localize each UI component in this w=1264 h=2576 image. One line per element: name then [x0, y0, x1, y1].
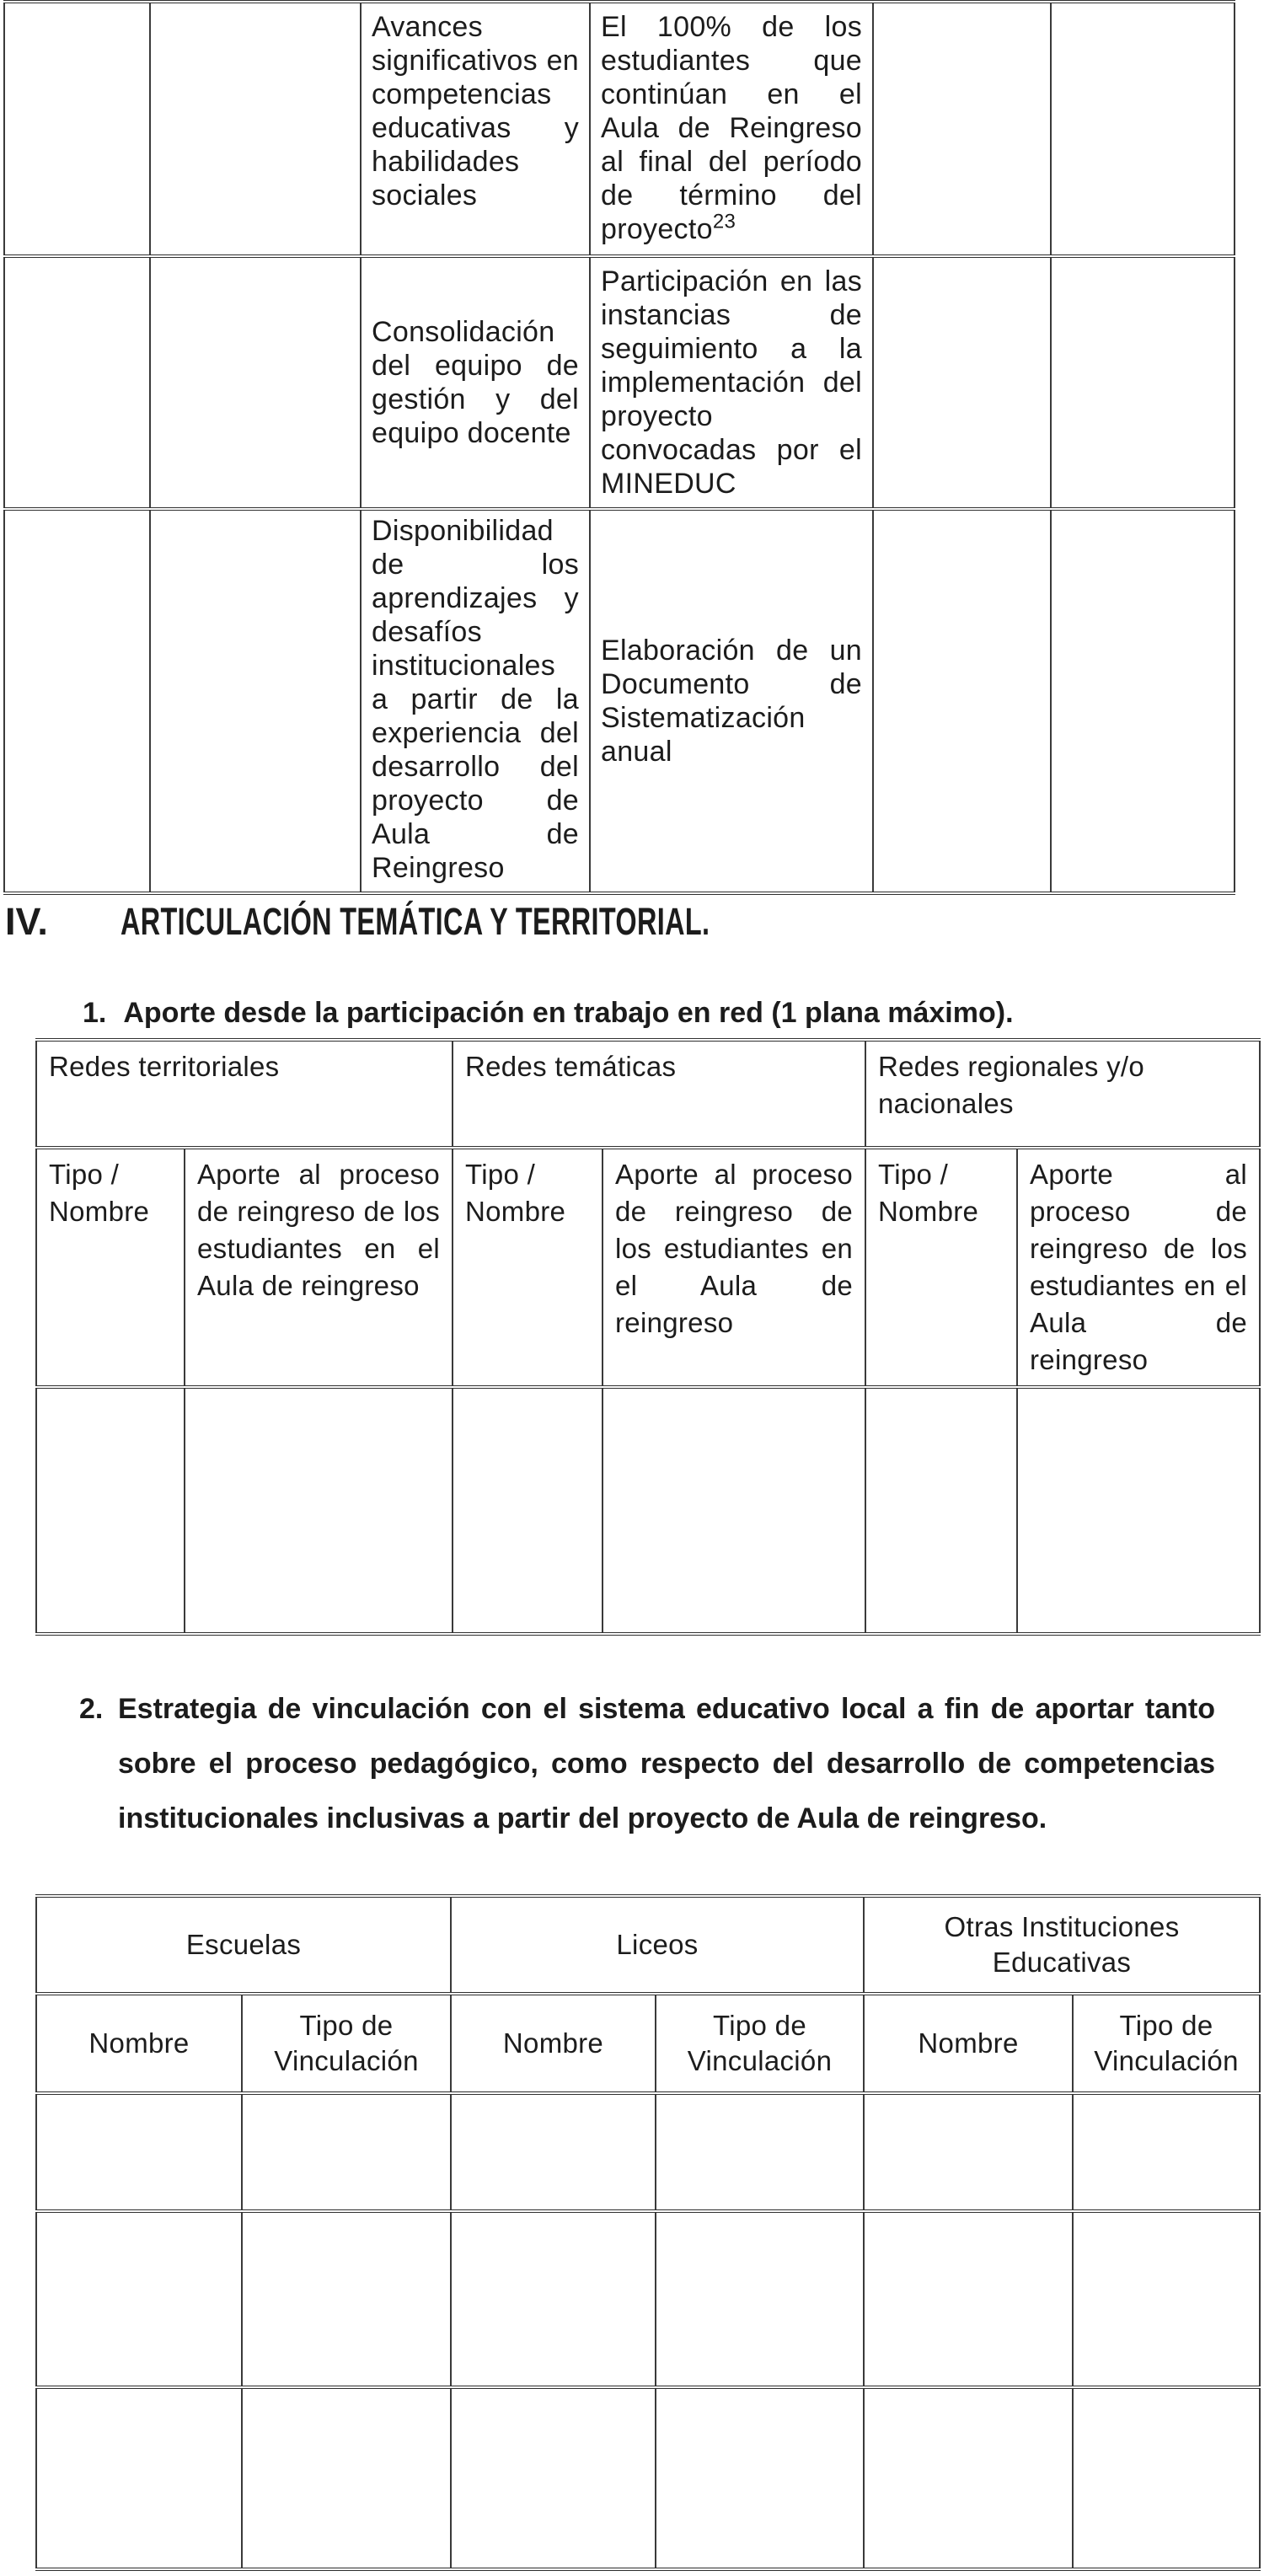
- section-number: IV.: [5, 900, 48, 943]
- table-row: [36, 1387, 1260, 1634]
- empty-cell: [873, 2, 1051, 256]
- tipo-nombre-header: Tipo / Nombre: [36, 1148, 185, 1387]
- empty-cell: [36, 2211, 242, 2387]
- table-subheader-row: [36, 1994, 1260, 2093]
- item-number: 2.: [79, 1693, 104, 1725]
- empty-cell: [864, 2211, 1073, 2387]
- indicators-table: [3, 0, 1235, 895]
- empty-cell: [4, 256, 150, 509]
- tipo-vinculacion-header: Tipo de Vinculación: [656, 1994, 864, 2093]
- group-header-regionales: Redes regionales y/o nacionales: [865, 1040, 1260, 1148]
- empty-cell: [36, 2387, 242, 2569]
- empty-cell: [873, 256, 1051, 509]
- tipo-nombre-header: Tipo / Nombre: [453, 1148, 603, 1387]
- empty-cell: [603, 1387, 865, 1634]
- empty-cell: [1017, 1387, 1260, 1634]
- table-row: [36, 2093, 1260, 2211]
- empty-cell: [1051, 509, 1235, 893]
- group-header-otras-instituciones: Otras Instituciones Educativas: [864, 1896, 1260, 1994]
- empty-cell: [4, 509, 150, 893]
- table-header-row: [36, 1896, 1260, 1994]
- result-cell: Consolidación del equipo de gestión y del equipo docente: [361, 256, 590, 509]
- empty-cell: [1073, 2387, 1260, 2569]
- group-header-territoriales: Redes territoriales: [36, 1040, 453, 1148]
- section-heading: [5, 900, 1252, 951]
- empty-cell: [150, 2, 361, 256]
- empty-cell: [36, 1387, 185, 1634]
- list-item-2: [79, 1682, 1215, 1846]
- empty-cell: [36, 2093, 242, 2211]
- footnote-marker: 23: [712, 210, 736, 233]
- aporte-header: Aporte al proceso de reingreso de los estudiantes en el Aula de reingreso: [603, 1148, 865, 1387]
- empty-cell: [242, 2387, 451, 2569]
- group-header-tematicas: Redes temáticas: [453, 1040, 865, 1148]
- group-header-escuelas: Escuelas: [36, 1896, 451, 1994]
- section-title: ARTICULACIÓN TEMÁTICA Y TERRITORIAL.: [121, 900, 710, 943]
- nombre-header: Nombre: [36, 1994, 242, 2093]
- empty-cell: [864, 2387, 1073, 2569]
- empty-cell: [242, 2211, 451, 2387]
- table-row: [36, 2387, 1260, 2569]
- empty-cell: [451, 2093, 656, 2211]
- empty-cell: [656, 2387, 864, 2569]
- tipo-nombre-header: Tipo / Nombre: [865, 1148, 1017, 1387]
- table-row: [4, 256, 1235, 509]
- table-row: [36, 2211, 1260, 2387]
- aporte-header: Aporte al proceso de reingreso de los estudiantes en el Aula de reingreso: [1017, 1148, 1260, 1387]
- item-text: Estrategia de vinculación con el sistema educativo local a fin de aportar tanto sobre el proceso pedagógico, como respecto del desarrollo de competencias institucionales inclusivas a partir del proyecto de Aula de reingreso.: [118, 1693, 1215, 1834]
- table-subheader-row: [36, 1148, 1260, 1387]
- empty-cell: [451, 2387, 656, 2569]
- table-row: [4, 509, 1235, 893]
- item-number: 1.: [83, 997, 107, 1029]
- empty-cell: [242, 2093, 451, 2211]
- tipo-vinculacion-header: Tipo de Vinculación: [242, 1994, 451, 2093]
- empty-cell: [451, 2211, 656, 2387]
- indicator-cell: [590, 2, 873, 256]
- nombre-header: Nombre: [864, 1994, 1073, 2093]
- list-item-1: [83, 994, 1245, 1031]
- empty-cell: [1073, 2211, 1260, 2387]
- table-header-row: [36, 1040, 1260, 1148]
- empty-cell: [150, 509, 361, 893]
- empty-cell: [864, 2093, 1073, 2211]
- empty-cell: [453, 1387, 603, 1634]
- tipo-vinculacion-header: Tipo de Vinculación: [1073, 1994, 1260, 2093]
- nombre-header: Nombre: [451, 1994, 656, 2093]
- empty-cell: [185, 1387, 453, 1634]
- group-header-liceos: Liceos: [451, 1896, 864, 1994]
- result-cell: Disponibilidad de los aprendizajes y desafíos institucionales a partir de la experiencia del desarrollo del proyecto de Aula de Reingreso: [361, 509, 590, 893]
- empty-cell: [1073, 2093, 1260, 2211]
- indicator-cell: Participación en las instancias de seguimiento a la implementación del proyecto convocadas por el MINEDUC: [590, 256, 873, 509]
- table-row: [4, 2, 1235, 256]
- empty-cell: [150, 256, 361, 509]
- empty-cell: [656, 2093, 864, 2211]
- result-cell: Avances significativos en competencias educativas y habilidades sociales: [361, 2, 590, 256]
- empty-cell: [1051, 256, 1235, 509]
- empty-cell: [1051, 2, 1235, 256]
- empty-cell: [865, 1387, 1017, 1634]
- indicator-text: El 100% de los estudiantes que continúan en el Aula de Reingreso al final del período de término del proyecto: [601, 11, 862, 245]
- empty-cell: [4, 2, 150, 256]
- aporte-header: Aporte al proceso de reingreso de los estudiantes en el Aula de reingreso: [185, 1148, 453, 1387]
- empty-cell: [873, 509, 1051, 893]
- item-text: Aporte desde la participación en trabajo en red (1 plana máximo).: [123, 997, 1014, 1029]
- vinculacion-table: [35, 1894, 1261, 2571]
- empty-cell: [656, 2211, 864, 2387]
- redes-table: [35, 1038, 1261, 1636]
- indicator-cell: Elaboración de un Documento de Sistematización anual: [590, 509, 873, 893]
